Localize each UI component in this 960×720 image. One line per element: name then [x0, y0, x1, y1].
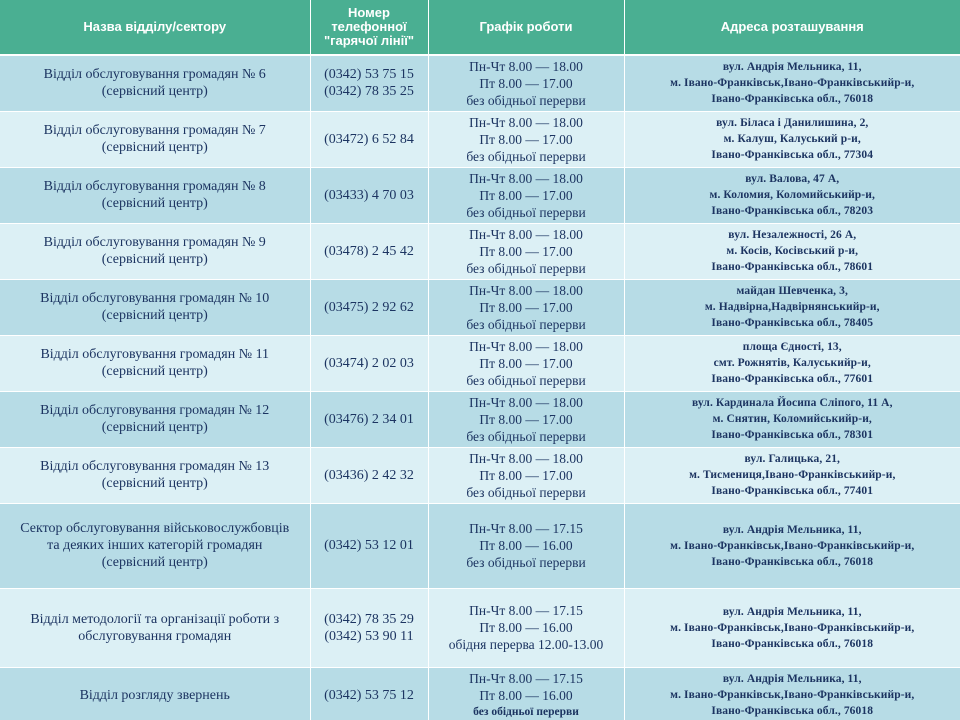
- address: [624, 447, 960, 503]
- hotline-phone-line: (03472) 6 52 84: [324, 131, 414, 147]
- department-name-line: Відділ методології та організації роботи з: [30, 611, 280, 627]
- address-line: м. Надвірна,Надвірнянськийр-и,: [704, 301, 880, 313]
- address: [624, 223, 960, 279]
- work-schedule: [428, 391, 624, 447]
- hotline-phone: [310, 223, 428, 279]
- department-name-line: Відділ обслуговування громадян № 8: [43, 179, 266, 194]
- work-schedule: [428, 223, 624, 279]
- hotline-phone-line: (0342) 53 12 01: [324, 538, 414, 553]
- address-line: Івано-Франківська обл., 76018: [711, 555, 874, 568]
- address-line: вул. Андрія Мельника, 11,: [722, 605, 862, 618]
- address: [624, 335, 960, 391]
- work-schedule-line: без обідньої перерви: [466, 204, 586, 220]
- work-schedule-line: без обідньої перерви: [466, 428, 586, 444]
- department-name-line: Відділ обслуговування громадян № 13: [40, 459, 270, 474]
- work-schedule-line: без обідньої перерви: [466, 484, 586, 500]
- department-name-line: Відділ розгляду звернень: [79, 687, 230, 703]
- department-name-line: (сервісний центр): [101, 364, 208, 379]
- department-name: [0, 279, 310, 335]
- department-name-line: (сервісний центр): [101, 555, 208, 570]
- address-line: майдан Шевченка, 3,: [736, 285, 848, 297]
- address-line: вул. Андрія Мельника, 11,: [722, 61, 862, 74]
- work-schedule-line: Пт 8.00 — 16.00: [479, 687, 573, 703]
- hotline-phone: [310, 111, 428, 167]
- address-line: вул. Незалежності, 26 А,: [728, 229, 857, 241]
- work-schedule-line: Пн-Чт 8.00 — 18.00: [469, 114, 583, 130]
- table-row: [0, 447, 960, 503]
- department-name-line: (сервісний центр): [101, 84, 208, 100]
- work-schedule-line: без обідньої перерви: [466, 316, 586, 332]
- address-line: Івано-Франківська обл., 77601: [711, 373, 874, 385]
- table-row: [0, 503, 960, 588]
- work-schedule-line: Пн-Чт 8.00 — 17.15: [469, 603, 583, 618]
- hotline-phone: [310, 279, 428, 335]
- work-schedule: [428, 111, 624, 167]
- address-line: Івано-Франківська обл., 78601: [711, 261, 874, 273]
- hotline-phone-line: (03474) 2 02 03: [324, 355, 414, 371]
- department-name-line: Відділ обслуговування громадян № 11: [40, 347, 270, 362]
- address-line: смт. Рожнятів, Калуськийр-и,: [713, 357, 871, 369]
- table-body: [0, 55, 960, 720]
- table-row: [0, 111, 960, 167]
- address-line: Івано-Франківська обл., 78405: [711, 317, 874, 329]
- department-name: [0, 223, 310, 279]
- table-row: [0, 223, 960, 279]
- address: [624, 667, 960, 720]
- work-schedule: [428, 667, 624, 720]
- work-schedule-line: Пн-Чт 8.00 — 18.00: [469, 58, 583, 74]
- table-row: [0, 335, 960, 391]
- address-line: м. Косів, Косівський р-и,: [726, 245, 859, 257]
- work-schedule: [428, 279, 624, 335]
- department-name-line: (сервісний центр): [101, 196, 208, 211]
- table-row: [0, 391, 960, 447]
- work-schedule: [428, 55, 624, 111]
- address: [624, 167, 960, 223]
- department-name-line: (сервісний центр): [101, 420, 208, 435]
- work-schedule-line: Пн-Чт 8.00 — 18.00: [469, 450, 583, 466]
- address-line: вул. Андрія Мельника, 11,: [722, 523, 862, 536]
- work-schedule: [428, 588, 624, 667]
- department-name-line: (сервісний центр): [101, 476, 208, 491]
- work-schedule-line: Пт 8.00 — 17.00: [479, 411, 573, 427]
- hotline-phone: [310, 167, 428, 223]
- work-schedule-line: Пн-Чт 8.00 — 17.15: [469, 521, 583, 536]
- department-name-line: Відділ обслуговування громадян № 9: [43, 235, 266, 250]
- hotline-phone: [310, 503, 428, 588]
- department-name: [0, 588, 310, 667]
- hotline-phone-line: (0342) 53 90 11: [324, 628, 414, 644]
- table-header-row: [0, 0, 960, 55]
- hotline-phone: [310, 588, 428, 667]
- work-schedule-line: Пн-Чт 8.00 — 17.15: [469, 670, 583, 686]
- department-name-line: обслуговування громадян: [78, 628, 232, 644]
- work-schedule-line: без обідньої перерви: [466, 555, 586, 570]
- address-line: м. Тисмениця,Івано-Франківськийр-и,: [689, 469, 896, 481]
- work-schedule-line: Пн-Чт 8.00 — 18.00: [469, 226, 583, 242]
- work-schedule-line: Пт 8.00 — 17.00: [479, 467, 573, 483]
- work-schedule-line: Пн-Чт 8.00 — 18.00: [469, 282, 583, 298]
- work-schedule-line: Пн-Чт 8.00 — 18.00: [469, 338, 583, 354]
- work-schedule-line: Пт 8.00 — 17.00: [479, 243, 573, 259]
- department-name: [0, 447, 310, 503]
- work-schedule: [428, 335, 624, 391]
- address-line: м. Снятин, Коломийськийр-и,: [712, 413, 872, 425]
- department-name-line: Відділ обслуговування громадян № 12: [40, 403, 270, 418]
- address-line: площа Єдності, 13,: [742, 341, 842, 353]
- address-line: м. Калуш, Калуський р-и,: [723, 133, 861, 145]
- header-phone: Номер телефонної "гарячої лінії": [310, 0, 428, 55]
- work-schedule-line: Пн-Чт 8.00 — 18.00: [469, 394, 583, 410]
- hotline-phone: [310, 447, 428, 503]
- hotline-phone: [310, 391, 428, 447]
- department-name: [0, 111, 310, 167]
- work-schedule-line: без обідньої перерви: [466, 148, 586, 164]
- hotline-phone-line: (03475) 2 92 62: [324, 299, 414, 315]
- work-schedule-line: обідня перерва 12.00-13.00: [448, 637, 604, 652]
- address-line: Івано-Франківська обл., 76018: [711, 93, 874, 106]
- table-row: [0, 279, 960, 335]
- address-line: вул. Кардинала Йосипа Сліпого, 11 А,: [691, 397, 893, 409]
- hotline-phone: [310, 335, 428, 391]
- work-schedule-line: Пн-Чт 8.00 — 18.00: [469, 170, 583, 186]
- department-name-line: Відділ обслуговування громадян № 10: [40, 291, 270, 306]
- address-line: Івано-Франківська обл., 77401: [711, 485, 874, 497]
- address-line: вул. Валова, 47 А,: [745, 173, 840, 185]
- header-schedule: Графік роботи: [428, 0, 624, 55]
- address-line: Івано-Франківська обл., 77304: [711, 149, 874, 161]
- address-line: Івано-Франківська обл., 76018: [711, 637, 874, 650]
- department-name-line: Відділ обслуговування громадян № 6: [43, 67, 266, 83]
- address: [624, 391, 960, 447]
- hotline-phone-line: (03436) 2 42 32: [324, 467, 414, 483]
- hotline-phone-line: (03476) 2 34 01: [324, 411, 414, 427]
- hotline-phone-line: (03433) 4 70 03: [324, 187, 414, 203]
- table-row: [0, 167, 960, 223]
- department-name: [0, 55, 310, 111]
- work-schedule-line: Пт 8.00 — 16.00: [479, 620, 573, 635]
- address: [624, 55, 960, 111]
- address: [624, 111, 960, 167]
- address-line: м. Івано-Франківськ,Івано-Франківськийр-и,: [670, 539, 915, 552]
- department-name-line: Сектор обслуговування військовослужбовців: [20, 521, 290, 536]
- address-line: вул. Біласа і Данилишина, 2,: [716, 117, 869, 129]
- work-schedule-line: Пт 8.00 — 17.00: [479, 187, 573, 203]
- table-row: [0, 588, 960, 667]
- table-row: [0, 55, 960, 111]
- address-line: Івано-Франківська обл., 78203: [711, 205, 874, 217]
- department-name-line: (сервісний центр): [101, 308, 208, 323]
- department-name: [0, 667, 310, 720]
- address: [624, 588, 960, 667]
- work-schedule: [428, 447, 624, 503]
- hotline-phone-line: (03478) 2 45 42: [324, 243, 414, 259]
- address: [624, 279, 960, 335]
- hotline-phone: [310, 667, 428, 720]
- work-schedule-line: Пт 8.00 — 17.00: [479, 355, 573, 371]
- work-schedule: [428, 503, 624, 588]
- department-name: [0, 335, 310, 391]
- header-name: Назва відділу/сектору: [0, 0, 310, 55]
- address-line: м. Коломия, Коломийськийр-и,: [709, 189, 875, 201]
- department-name: [0, 503, 310, 588]
- department-name: [0, 167, 310, 223]
- address-line: м. Івано-Франківськ,Івано-Франківськийр-и,: [670, 689, 915, 701]
- department-name-line: Відділ обслуговування громадян № 7: [43, 123, 266, 138]
- work-schedule-line: без обідньої перерви: [466, 372, 586, 388]
- address-line: м. Івано-Франківськ,Івано-Франківськийр-и,: [670, 77, 915, 90]
- address: [624, 503, 960, 588]
- table-row: [0, 667, 960, 720]
- hotline-phone-line: (0342) 78 35 29: [324, 611, 414, 627]
- work-schedule-line: Пт 8.00 — 17.00: [479, 299, 573, 315]
- work-schedule: [428, 167, 624, 223]
- work-schedule-line: Пт 8.00 — 17.00: [479, 131, 573, 147]
- work-schedule-line: без обідньої перерви: [473, 705, 579, 718]
- hotline-phone: [310, 55, 428, 111]
- address-line: вул. Галицька, 21,: [744, 453, 841, 465]
- work-schedule-line: Пт 8.00 — 17.00: [479, 75, 573, 91]
- hotline-phone-line: (0342) 53 75 15: [324, 67, 414, 83]
- department-name-line: (сервісний центр): [101, 252, 208, 267]
- department-name-line: та деяких інших категорій громадян: [47, 538, 263, 553]
- work-schedule-line: Пт 8.00 — 16.00: [479, 538, 573, 553]
- hotline-phone-line: (0342) 53 75 12: [324, 687, 414, 703]
- header-address: Адреса розташування: [624, 0, 960, 55]
- address-line: Івано-Франківська обл., 78301: [711, 429, 874, 441]
- address-line: вул. Андрія Мельника, 11,: [722, 673, 862, 685]
- address-line: Івано-Франківська обл., 76018: [711, 705, 874, 717]
- address-line: м. Івано-Франківськ,Івано-Франківськийр-и,: [670, 621, 915, 634]
- department-name-line: (сервісний центр): [101, 140, 208, 155]
- work-schedule-line: без обідньої перерви: [466, 260, 586, 276]
- work-schedule-line: без обідньої перерви: [466, 92, 586, 108]
- department-name: [0, 391, 310, 447]
- hotline-phone-line: (0342) 78 35 25: [324, 84, 414, 100]
